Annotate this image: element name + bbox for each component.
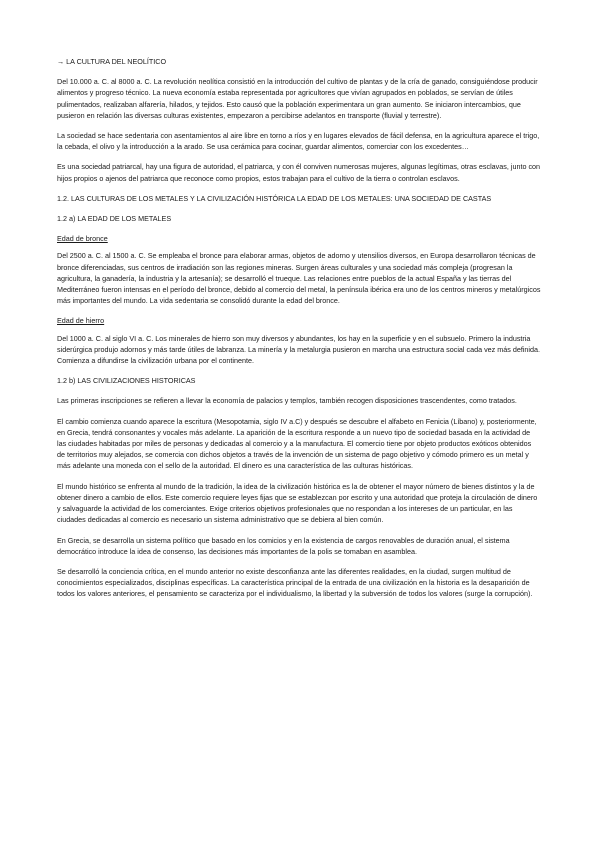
iron-age-heading: Edad de hierro: [57, 316, 105, 326]
document-title: → LA CULTURA DEL NEOLÍTICO: [57, 57, 167, 66]
document-page: [57, 56, 541, 609]
bronze-age-paragraph: Del 2500 a. C. al 1500 a. C. Se empleaba el bronce para elaborar armas, objetos de adorno y utensilios diversos, en Europa desarrollaron técnicas de bronce diferenciadas, sus centros de irradiación son las regiones mineras. Surgen áreas culturales y una sociedad más compleja (progresan la agricultura, la ganadería, la industria y la artesanía); se desarrolló el trueque. Las relaciones entre pueblos de la actual España y las tierras del Mediterráneo fueron intensas en el período del bronce, debido al comercio del metal, la península ibérica era uno de los centros mineros y metalúrgicos más importantes del mundo. La vida sedentaria se consolidó durante la edad del bronce.: [57, 251, 541, 306]
bronze-age-heading: Edad de bronce: [57, 234, 108, 244]
subsection-heading: 1.2 a) LA EDAD DE LOS METALES: [57, 214, 172, 224]
paragraph: El mundo histórico se enfrenta al mundo de la tradición, la idea de la civilización histórica es la de obtener el mayor número de bienes distintos y la de obtener dinero a cambio de ellos. Este comercio requiere leyes fijas que se establezcan por escrito y una autoridad que proteja la circulación de dinero y salvaguarde la actividad de los comerciantes. Exige criterios objetivos profesionales que no respondan a los intereses de un particular, en las ciudades dedicadas al comercio es necesario un sistema administrativo que se debiera al bien común.: [57, 481, 538, 525]
iron-age-paragraph: Del 1000 a. C. al siglo VI a. C. Los minerales de hierro son muy diversos y abundantes, los hay en la superficie y en el subsuelo. Primero la industria siderúrgica produjo adornos y más tarde útiles de labranza. La minería y la metalurgia pusieron en marcha una estructura social cada vez más definida. Comienza a difundirse la civilización urbana por el continente.: [57, 333, 541, 366]
paragraph: Es una sociedad patriarcal, hay una figura de autoridad, el patriarca, y con él conviven numerosas mujeres, algunas legítimas, otras esclavas, junto con hijos propios o ajenos del patriarca que reconoce como propios, estos trabajan para el cultivo de la tierra o controlan esclavos.: [57, 162, 541, 183]
subsection-heading: 1.2 b) LAS CIVILIZACIONES HISTORICAS: [57, 376, 196, 386]
paragraph: En Grecia, se desarrolla un sistema político que basado en los comicios y en la existencia de cargos renovables de duración anual, el sistema democrático introduce la idea de consenso, las decisiones más importantes de la polis se tomaban en asamblea.: [57, 535, 510, 556]
paragraph: Las primeras inscripciones se refieren a llevar la economía de palacios y templos, también recogen disposiciones trascendentes, como tratados.: [57, 396, 517, 406]
paragraph: El cambio comienza cuando aparece la escritura (Mesopotamia, siglo IV a.C) y después se descubre el alfabeto en Fenicia (Líbano) y, posteriormente, en Grecia, tendrá consonantes y vocales más adelante. La aparición de la escritura responde a un nuevo tipo de sociedad basada en la actividad de las ciudades habitadas por miles de personas y dedicadas al comercio y a la manufactura. El comercio tiene por objeto productos exóticos obtenidos de territorios muy alejados, se comercia con dichos objetos a través de la invención de un sistema de pago objetivo y cómodo primero es un metal y más adelante una moneda con el sello de la autoridad. El dinero es una característica de las culturas históricas.: [57, 416, 537, 471]
paragraph: Del 10.000 a. C. al 8000 a. C. La revolución neolítica consistió en la introducción del cultivo de plantas y de la cría de ganado, consiguiéndose producir alimentos y progreso técnico. La nueva economía estaba representada por agricultores que vivían agrupados en poblados, se servían de útiles pulimentados, realizaban alfarería, hilados, y tejidos. Esto causó que la población experimentara un gran aumento. Se iniciaron intercambios, que pusieron en relación las diversas culturas existentes, empezaron a percibirse adelantos en transporte (fluvial y terrestre).: [57, 77, 538, 120]
paragraph: La sociedad se hace sedentaria con asentamientos al aire libre en torno a ríos y en lugares elevados de fácil defensa, en la agricultura aparece el trigo, la cebada, el olivo y la introducción a la arado. Se usa cerámica para cocinar, guardar alimentos, comerciar con los excedentes…: [57, 131, 540, 152]
section-heading: 1.2. LAS CULTURAS DE LOS METALES Y LA CIVILIZACIÓN HISTÓRICA LA EDAD DE LOS METALES: UNA SOCIEDAD DE CASTAS: [57, 193, 492, 203]
paragraph: Se desarrolló la conciencia crítica, en el mundo anterior no existe desconfianza ante las diferentes realidades, en la ciudad, surgen multitud de conocimientos especializados, disciplinas específicas. La característica principal de la entrada de una civilización en la historia es la desaparición de todos los valores anteriores, el pensamiento se caracteriza por el individualismo, la libertad y la subversión de todos los valores (surge la corrupción).: [57, 566, 533, 599]
